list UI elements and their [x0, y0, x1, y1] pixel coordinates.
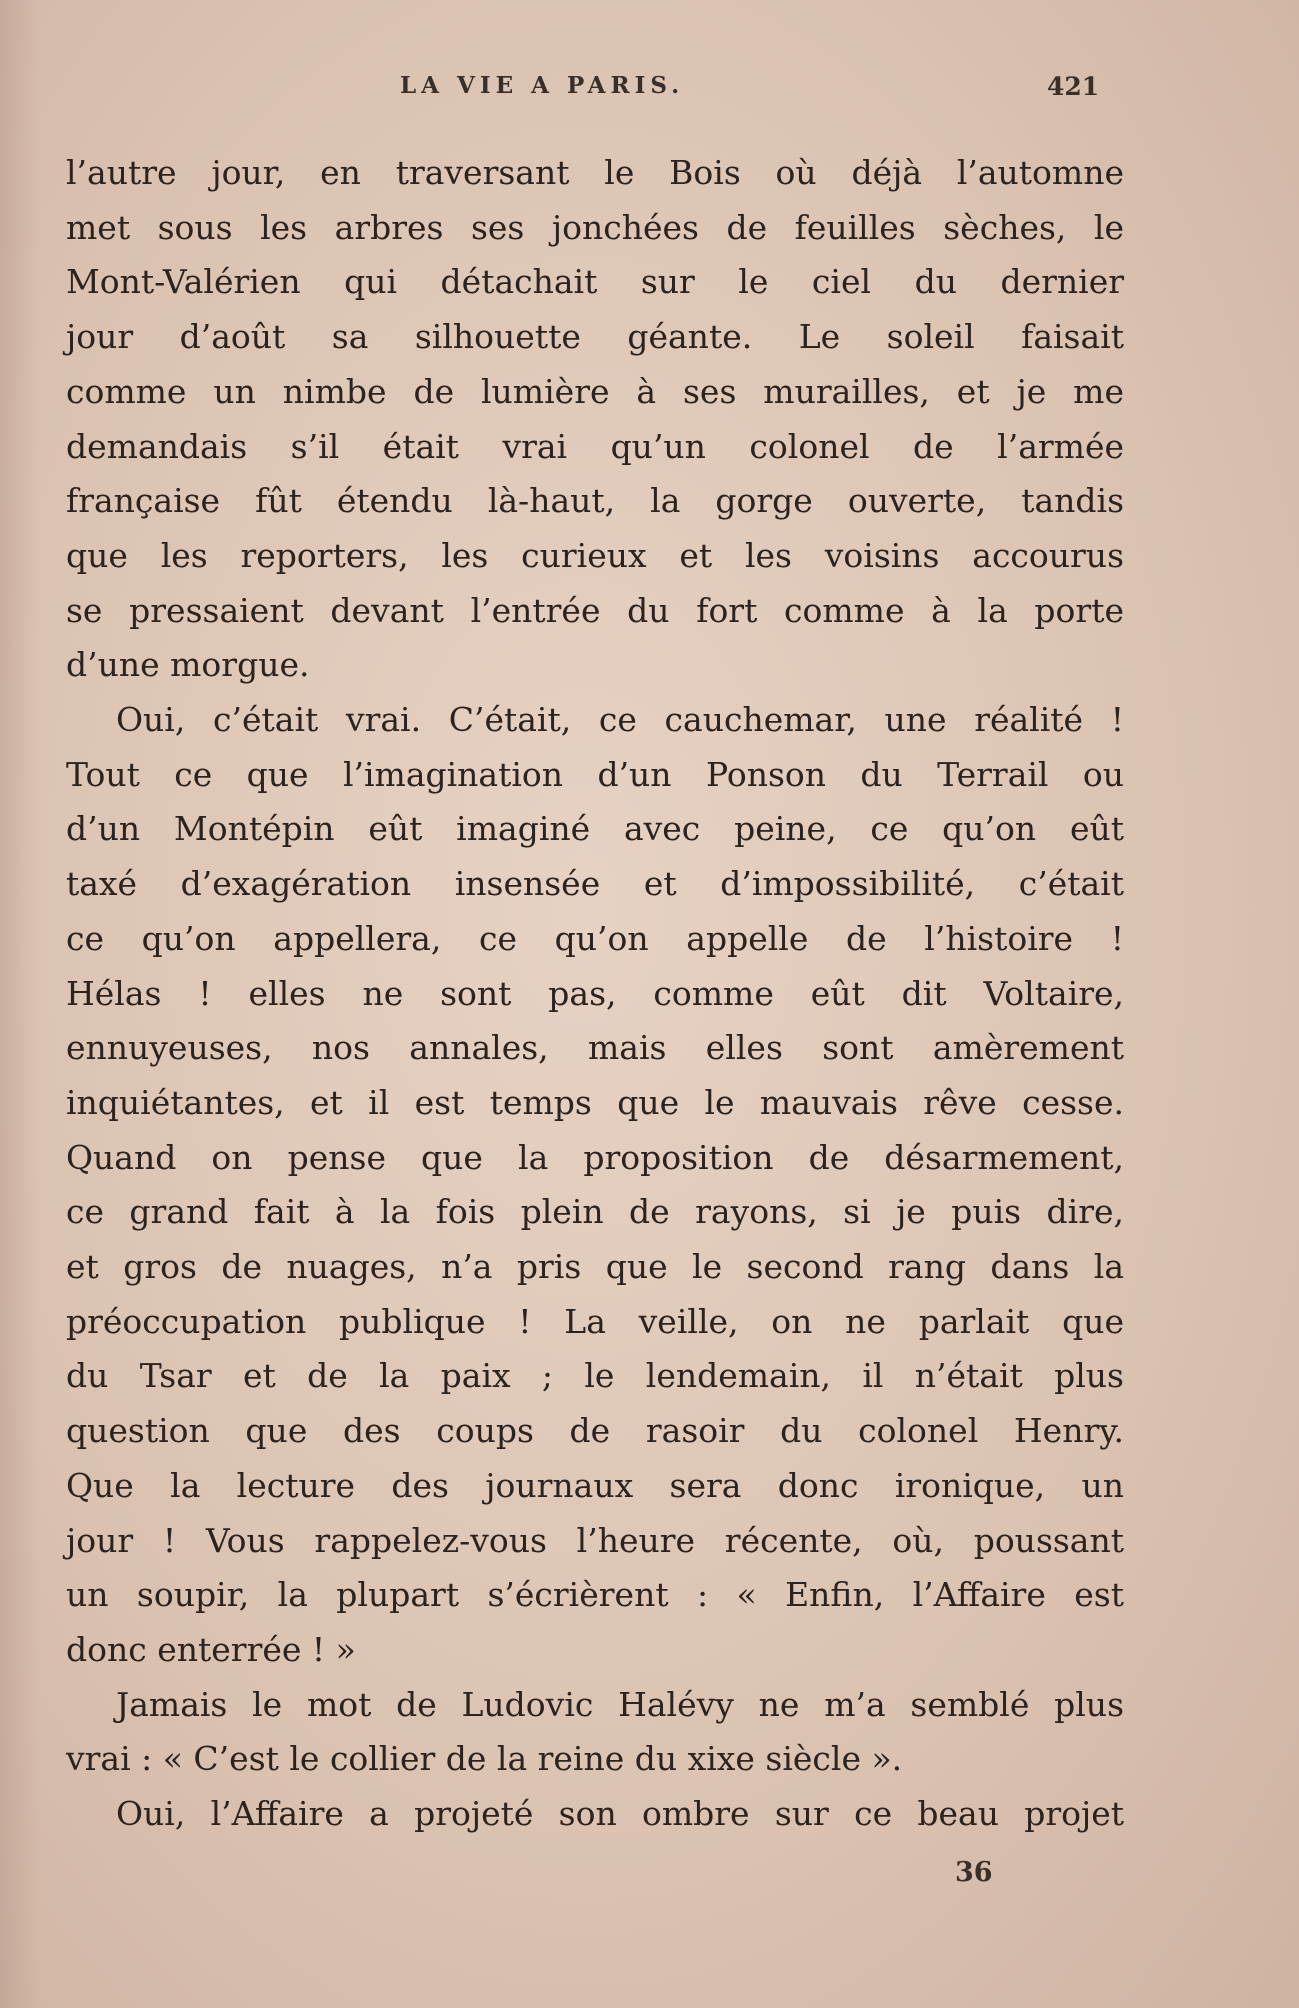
text-line: d’une morgue. [66, 645, 310, 685]
text-line: française fût étendu là-haut, la gorge ouverte, tandis [66, 481, 1124, 521]
text-line: un soupir, la plupart s’écrièrent : « Enfin, l’Affaire est [66, 1575, 1124, 1615]
text-line: inquiétantes, et il est temps que le mauvais rêve cesse. [66, 1082, 1124, 1122]
text-line: se pressaient devant l’entrée du fort comme à la porte [66, 590, 1124, 630]
text-line: comme un nimbe de lumière à ses murailles, et je me [66, 371, 1124, 411]
text-line: met sous les arbres ses jonchées de feuilles sèches, le [66, 207, 1124, 247]
text-line: et gros de nuages, n’a pris que le second rang dans la [66, 1247, 1124, 1287]
text-line: Jamais le mot de Ludovic Halévy ne m’a semblé plus [116, 1684, 1124, 1724]
text-line: l’autre jour, en traversant le Bois où déjà l’automne [66, 153, 1124, 192]
running-title: LA VIE A PARIS. [400, 72, 685, 99]
text-line: ce qu’on appellera, ce qu’on appelle de l’histoire ! [66, 918, 1124, 958]
text-line: ennuyeuses, nos annales, mais elles sont amèrement [66, 1028, 1124, 1068]
text-line: question que des coups de rasoir du colonel Henry. [66, 1411, 1124, 1451]
text-line: donc enterrée ! » [66, 1629, 356, 1669]
text-line: Oui, c’était vrai. C’était, ce cauchemar, une réalité ! [116, 700, 1124, 740]
text-line: du Tsar et de la paix ; le lendemain, il n’était plus [66, 1356, 1124, 1396]
text-line: Mont-Valérien qui détachait sur le ciel du dernier [66, 262, 1124, 302]
text-line: que les reporters, les curieux et les voisins accourus [66, 535, 1124, 575]
text-line: préoccupation publique ! La veille, on ne parlait que [66, 1301, 1124, 1341]
body-text [66, 146, 1124, 1842]
text-line: ce grand fait à la fois plein de rayons, si je puis dire, [66, 1192, 1124, 1232]
text-line: Quand on pense que la proposition de désarmement, [66, 1137, 1124, 1177]
text-line: jour d’août sa silhouette géante. Le soleil faisait [66, 317, 1124, 357]
signature-mark: 36 [955, 1857, 993, 1888]
text-line: d’un Montépin eût imaginé avec peine, ce qu’on eût [66, 809, 1124, 849]
page-number: 421 [1047, 72, 1100, 101]
text-line: Oui, l’Affaire a projeté son ombre sur ce beau projet [116, 1794, 1124, 1834]
text-line: Hélas ! elles ne sont pas, comme eût dit Voltaire, [66, 973, 1124, 1013]
text-line: Que la lecture des journaux sera donc ironique, un [66, 1465, 1124, 1505]
text-line: demandais s’il était vrai qu’un colonel de l’armée [66, 426, 1124, 466]
text-line: taxé d’exagération insensée et d’impossibilité, c’était [66, 864, 1124, 904]
text-line: jour ! Vous rappelez-vous l’heure récente, où, poussant [66, 1520, 1124, 1560]
text-line: Tout ce que l’imagination d’un Ponson du Terrail ou [66, 754, 1124, 794]
text-line: vrai : « C’est le collier de la reine du xixe siècle ». [66, 1739, 903, 1779]
page-header [0, 72, 1299, 112]
